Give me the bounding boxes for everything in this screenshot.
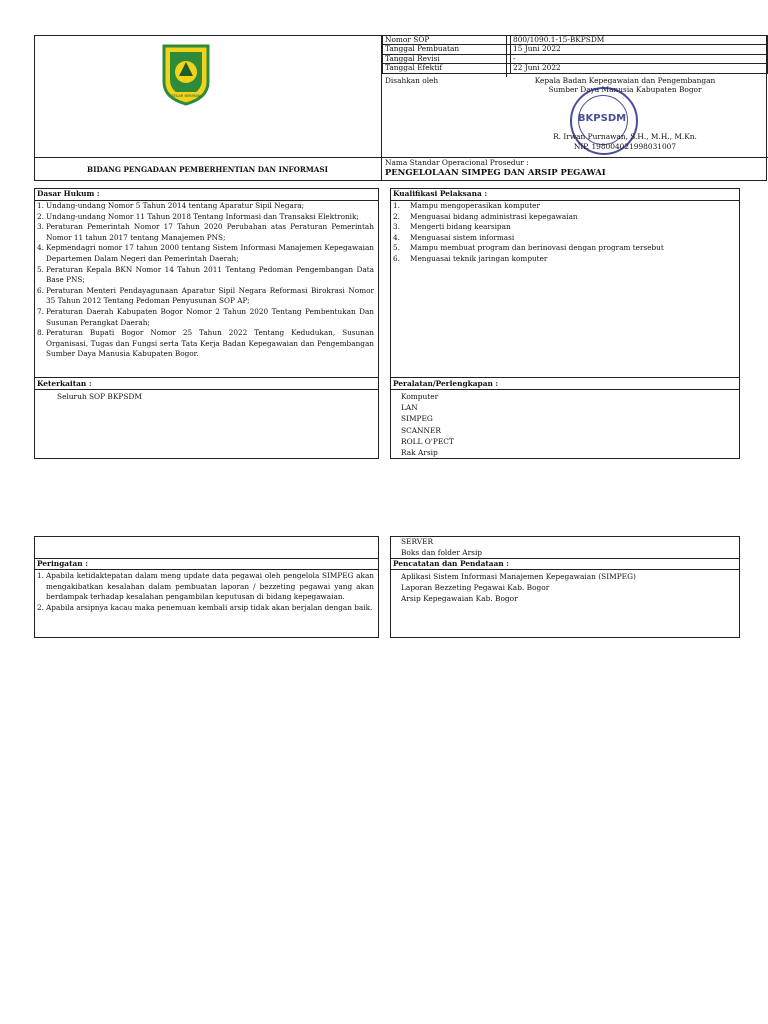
list-item: Komputer (401, 392, 439, 401)
peralatan-title: Peralatan/Perlengkapan : (393, 379, 499, 388)
pencatatan-divider-2 (391, 569, 739, 570)
list-item: 8. Peraturan Bupati Bogor Nomor 25 Tahun 2022 Tentang Kedudukan, Susunan Organisasi, Tugas dan Fungsi serta Tata Kerja Badan Kepegawaian dan Pengembangan Sumber Daya Manusia Kabupaten Bogor. (37, 328, 374, 359)
list-item: 7. Peraturan Daerah Kabupaten Bogor Nomor 2 Tahun 2020 Tentang Pembentukan Dan Susunan Perangkat Daerah; (37, 306, 374, 327)
list-item: 4. Menguasai sistem informasi (393, 232, 515, 242)
list-item: Arsip Kepegawaian Kab. Bogor (401, 594, 518, 603)
meta-row (383, 45, 768, 54)
keterkaitan-item: Seluruh SOP BKPSDM (57, 392, 142, 401)
list-item: 5. Peraturan Kepala BKN Nomor 14 Tahun 2011 Tentang Pedoman Pengembangan Data Base PNS; (37, 264, 374, 285)
list-item: 3. Peraturan Pemerintah Nomor 17 Tahun 2020 Perubahan atas Peraturan Pemerintah Nomor 11 tahun 2017 tentang Manajemen PNS; (37, 222, 374, 242)
list-item: 6. Peraturan Menteri Pendayagunaan Aparatur Sipil Negara Reformasi Birokrasi Nomor 35 Tahun 2012 Tentang Pedoman Penyusunan SOP AP; (37, 285, 374, 306)
list-item: Laporan Bezzeting Pegawai Kab. Bogor (401, 583, 550, 592)
meta-value: 800/1090.1-15-BKPSDM (511, 36, 768, 45)
sop-name-label: Nama Standar Operacional Prosedur : (385, 158, 529, 167)
peringatan-box (34, 536, 379, 638)
list-item: 1. Undang-undang Nomor 5 Tahun 2014 tentang Aparatur Sipil Negara; (37, 201, 305, 210)
list-item: SCANNER (401, 425, 441, 435)
meta-label: Tanggal Efektif (383, 64, 511, 73)
approver-line-1: Kepala Badan Kepegawaian dan Pengembangan (534, 76, 716, 85)
kualifikasi-box (390, 188, 740, 459)
signer-nip: NIP. 198004021998031007 (573, 142, 677, 151)
peralatan-divider (391, 377, 739, 378)
pencatatan-box (390, 536, 740, 638)
department-title: BIDANG PENGADAAN PEMBERHENTIAN DAN INFORMASI (87, 165, 328, 174)
keterkaitan-title: Keterkaitan : (37, 379, 92, 388)
list-item: 6. Menguasai teknik jaringan komputer (393, 253, 548, 263)
meta-table (382, 35, 768, 74)
meta-value: 15 Juni 2022 (511, 45, 768, 54)
list-item: Rak Arsip (401, 448, 438, 458)
list-item: 1. Apabila ketidaktepatan dalam meng update data pegawai oleh pengelola SIMPEG akan mengakibatkan kesalahan dalam pembuatan laporan / bezzeting pegawai yang akan berdampak terhadap kesalahan pengambilan keputusan di bidang kepegawaian. (37, 571, 374, 602)
peralatan-divider-2 (391, 389, 739, 390)
list-item: Boks dan folder Arsip (401, 547, 483, 557)
list-item: Aplikasi Sistem Informasi Manajemen Kepegawaian (SIMPEG) (401, 572, 636, 581)
list-item: 2. Apabila arsipnya kacau maka penemuan kembali arsip tidak akan berjalan dengan baik. (37, 602, 373, 612)
approver-divider (506, 35, 507, 77)
peralatan-continued (401, 537, 482, 558)
peringatan-title: Peringatan : (37, 559, 88, 568)
signer-name: R. Irwan Purnawan, S.H., M.H., M.Kn. (553, 132, 697, 141)
meta-label: Nomor SOP (383, 36, 511, 45)
pencatatan-list (401, 571, 636, 604)
meta-row (383, 64, 768, 73)
logo-motto: TEGAR BERIMAN (171, 94, 201, 98)
list-item: 1. Mampu mengoperasikan komputer (393, 201, 540, 210)
list-item: SERVER (401, 537, 434, 546)
list-item: 2. Undang-undang Nomor 11 Tahun 2018 Tentang Informasi dan Transaksi Elektronik; (37, 211, 359, 221)
kualifikasi-list (391, 201, 739, 264)
meta-label: Tanggal Pembuatan (383, 45, 511, 54)
list-item: 5. Mampu membuat program dan berinovasi dengan program tersebut (393, 243, 664, 252)
dasar-hukum-list (35, 201, 378, 360)
list-item: 4. Kepmendagri nomor 17 tahun 2000 tentang Sistem Informasi Manajemen Kepegawaian Departemen Dalam Negeri dan Pemerintah Daerah; (37, 243, 374, 263)
meta-value: 22 Juni 2022 (511, 64, 768, 73)
approved-label: Disahkan oleh (385, 76, 439, 85)
kualifikasi-title: Kualifikasi Pelaksana : (391, 189, 739, 201)
list-item: 3. Mengerti bidang kearsipan (393, 222, 511, 231)
list-item: LAN (401, 403, 418, 413)
peralatan-list (401, 391, 454, 458)
meta-label: Tanggal Revisi (383, 54, 511, 63)
peringatan-list (35, 571, 374, 613)
keterkaitan-divider (35, 377, 378, 378)
pencatatan-title: Pencatatan dan Pendataan : (393, 559, 510, 568)
stamp-text: BKPSDM (577, 113, 627, 124)
peringatan-divider-2 (35, 569, 378, 570)
dasar-hukum-box (34, 188, 379, 459)
meta-value: - (511, 54, 768, 63)
keterkaitan-divider-2 (35, 389, 378, 390)
approver-line-2: Sumber Daya Manusia Kabupaten Bogor (548, 85, 702, 94)
list-item: ROLL O'PECT (401, 436, 454, 446)
list-item: SIMPEG (401, 414, 433, 424)
dasar-hukum-title: Dasar Hukum : (35, 189, 378, 201)
list-item: 2. Menguasai bidang administrasi kepegawaian (393, 211, 578, 221)
sop-name: PENGELOLAAN SIMPEG DAN ARSIP PEGAWAI (385, 167, 606, 177)
